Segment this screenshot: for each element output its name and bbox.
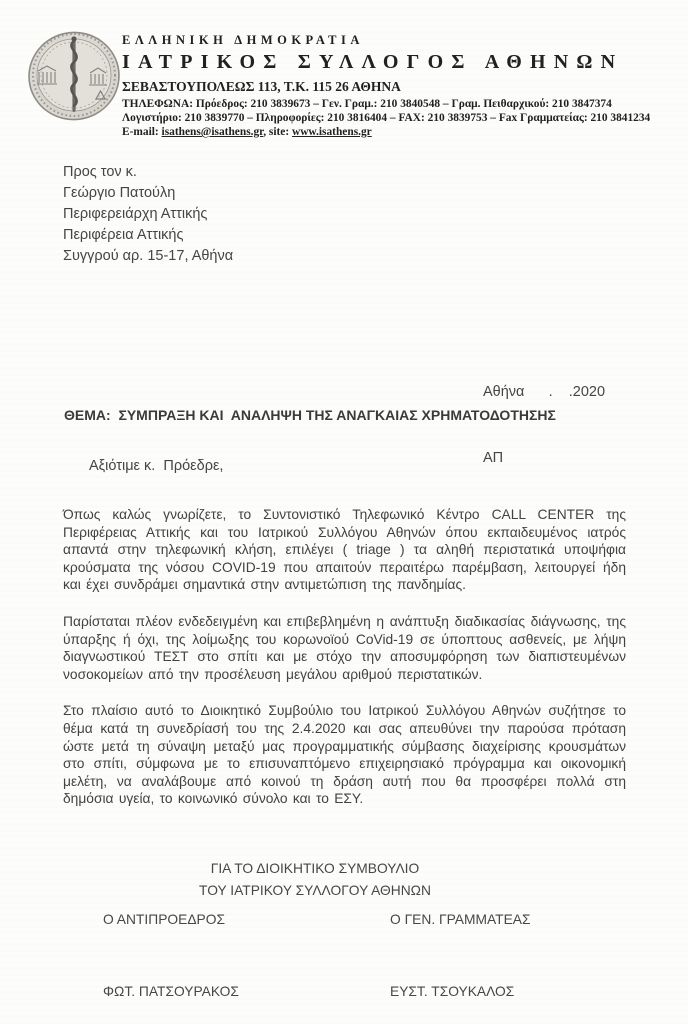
organization-title: ΙΑΤΡΙΚΟΣ ΣΥΛΛΟΓΟΣ ΑΘΗΝΩΝ xyxy=(122,51,624,73)
paragraph-1: Όπως καλώς γνωρίζετε, το Συντονιστικό Τηλεφωνικό Κέντρο CALL CENTER της Περιφέρειας Αττικής και του Ιατρικού Συλλόγου Αθηνών όπου εκπαιδευμένος ιατρός απαντά στην τηλεφωνική κλήση, επιλέγει ( triage ) τα αληθή περιστατικά υποψήφια κρούσματα της νόσου COVID-19 που απαιτούν περαιτέρω παρέμβαση, λειτουργεί ήδη και έχει συνδράμει σημαντικά στην αντιμετώπιση της πανδημίας. xyxy=(63,507,626,593)
salutation: Αξιότιμε κ. Πρόεδρε, xyxy=(89,458,224,474)
closing-block xyxy=(160,858,470,902)
phones-line-1: ΤΗΛΕΦΩΝΑ: Πρόεδρος: 210 3839673 – Γεν. Γραμ.: 210 3840548 – Γραμ. Πειθαρχικού: 210 3847374 xyxy=(122,97,612,110)
recipient-line: Συγγρού αρ. 15-17, Αθήνα xyxy=(63,248,234,264)
protocol-number-label: ΑΠ xyxy=(483,450,504,466)
recipient-block xyxy=(63,162,233,267)
letterhead xyxy=(122,33,678,138)
recipient-line: Γεώργιο Πατούλη xyxy=(63,185,176,201)
medical-association-seal-icon xyxy=(26,22,122,132)
subject-line: ΘΕΜΑ: ΣΥΜΠΡΑΞΗ ΚΑΙ ΑΝΑΛΗΨΗ ΤΗΣ ΑΝΑΓΚΑΙΑΣ ΧΡΗΜΑΤΟΔΟΤΗΣΗΣ xyxy=(64,407,556,423)
closing-line: ΤΟΥ ΙΑΤΡΙΚΟΥ ΣΥΛΛΟΓΟΥ ΑΘΗΝΩΝ xyxy=(199,883,431,898)
recipient-line: Περιφέρεια Αττικής xyxy=(63,227,184,243)
email-site-line xyxy=(122,126,678,138)
site-label: site: xyxy=(268,126,292,138)
republic-title: ΕΛΛΗΝΙΚΗ ΔΗΜΟΚΡΑΤΙΑ xyxy=(122,33,364,47)
phones-line-2: Λογιστήριο: 210 3839770 – Πληροφορίες: 210 3816404 – FAX: 210 3839753 – Fax Γραμματείας: 210 3841234 xyxy=(122,112,651,124)
email-separator: , xyxy=(263,126,269,138)
signature-name-left: ΦΩΤ. ΠΑΤΣΟΥΡΑΚΟΣ xyxy=(103,984,239,999)
closing-line: ΓΙΑ ΤΟ ΔΙΟΙΚΗΤΙΚΟ ΣΥΜΒΟΥΛΙΟ xyxy=(210,861,420,876)
organization-address: ΣΕΒΑΣΤΟΥΠΟΛΕΩΣ 113, Τ.Κ. 115 26 ΑΘΗΝΑ xyxy=(122,79,401,94)
recipient-line: Περιφερειάρχη Αττικής xyxy=(63,206,208,222)
paragraph-3: Στο πλαίσιο αυτό το Διοικητικό Συμβούλιο του Ιατρικού Συλλόγου Αθηνών συζήτησε το θέμα κατά τη συνεδρίασή του της 2.4.2020 και σας απευθύνει την παρούσα πρόταση ώστε μετά τη σύναψη μεταξύ μας προγραμματικής σύμβασης διαχείρισης κρουσμάτων στο σπίτι, σύμφωνα με το επισυναπτόμενο επιχειρησιακό πρόγραμμα και οικονομική μελέτη, να αναλάβουμε από κοινού τη δράση αυτή που θα προσφέρει πολλά στη δημόσια υγεία, το κοινωνικό σύνολο και το ΕΣΥ. xyxy=(63,703,626,807)
city-and-date: Αθήνα . .2020 xyxy=(483,384,606,400)
signature-name-right: ΕΥΣΤ. ΤΣΟΥΚΑΛΟΣ xyxy=(390,984,515,999)
email-label: E-mail: xyxy=(122,126,162,138)
email-address: isathens@isathens.gr xyxy=(161,126,264,138)
signature-role-vice-president: Ο ΑΝΤΙΠΡΟΕΔΡΟΣ xyxy=(103,912,226,927)
paragraph-2: Παρίσταται πλέον ενδεδειγμένη και επιβεβλημένη η ανάπτυξη διαδικασίας διάγνωσης, της ύπαρξης ή όχι, της λοίμωξης του κορωνοϊού CoVid-19 σε ύποπτους ασθενείς, με λήψη διαγνωστικού ΤΕΣΤ στο σπίτι και με στόχο την αποσυμφόρηση των διαπιστευμένων νοσοκομείων από την προσέλευση μεγάλου αριθμού περιστατικών. xyxy=(63,613,626,682)
recipient-line: Προς τον κ. xyxy=(63,164,137,180)
letter-body xyxy=(63,506,626,827)
site-address: www.isathens.gr xyxy=(291,126,372,138)
date-protocol-block xyxy=(483,337,605,513)
signature-role-general-secretary: Ο ΓΕΝ. ΓΡΑΜΜΑΤΕΑΣ xyxy=(390,912,531,927)
